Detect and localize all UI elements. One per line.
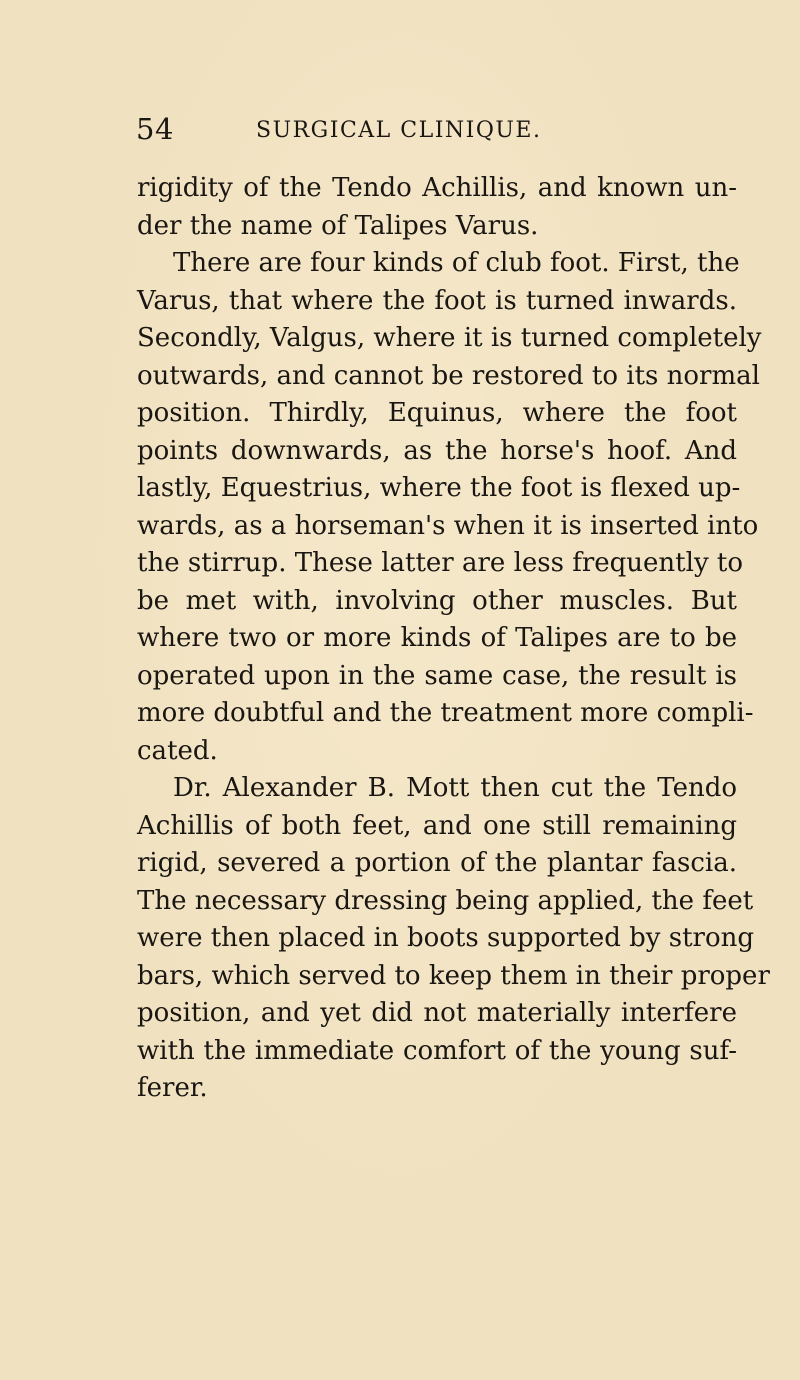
text-line: ferer. [137, 1073, 208, 1103]
text-line: operated upon in the same case, the result is [137, 660, 737, 691]
body-text [137, 170, 770, 1108]
text-line: der the name of Talipes Varus. [137, 210, 539, 241]
text-line: more doubtful and the treatment more compli- [137, 698, 754, 728]
text-line: were then placed in boots supported by strong [137, 923, 755, 953]
text-line: position, and yet did not materially interfere [137, 998, 737, 1028]
text-line: cated. [137, 735, 218, 766]
text-line: rigidity of the Tendo Achillis, and known un- [137, 173, 737, 203]
text-line: lastly, Equestrius, where the foot is flexed up- [137, 473, 741, 503]
text-line: Varus, that where the foot is turned inwards. [137, 285, 737, 316]
text-line: bars, which served to keep them in their proper [137, 960, 770, 991]
text-line: position. Thirdly, Equinus, where the foot [137, 398, 737, 428]
text-line: with the immediate comfort of the young suf- [137, 1035, 737, 1066]
text-line: outwards, and cannot be restored to its normal [137, 360, 760, 391]
running-head [136, 112, 736, 146]
text-line: be met with, involving other muscles. But [137, 585, 737, 616]
text-line: Secondly, Valgus, where it is turned completely [137, 323, 762, 353]
text-line: Dr. Alexander B. Mott then cut the Tendo [173, 773, 737, 803]
text-line: points downwards, as the horse's hoof. And [137, 435, 737, 466]
text-line: the stirrup. These latter are less frequently to [137, 548, 743, 578]
text-line: There are four kinds of club foot. First, the [173, 248, 740, 278]
text-line: The necessary dressing being applied, the feet [137, 885, 754, 916]
text-line: where two or more kinds of Talipes are to be [137, 623, 737, 653]
text-line: wards, as a horseman's when it is inserted into [137, 510, 759, 541]
running-title: SURGICAL CLINIQUE. [256, 118, 542, 143]
page-number: 54 [136, 112, 174, 146]
text-line: rigid, severed a portion of the plantar fascia. [137, 848, 737, 878]
text-line: Achillis of both feet, and one still remaining [137, 810, 737, 841]
